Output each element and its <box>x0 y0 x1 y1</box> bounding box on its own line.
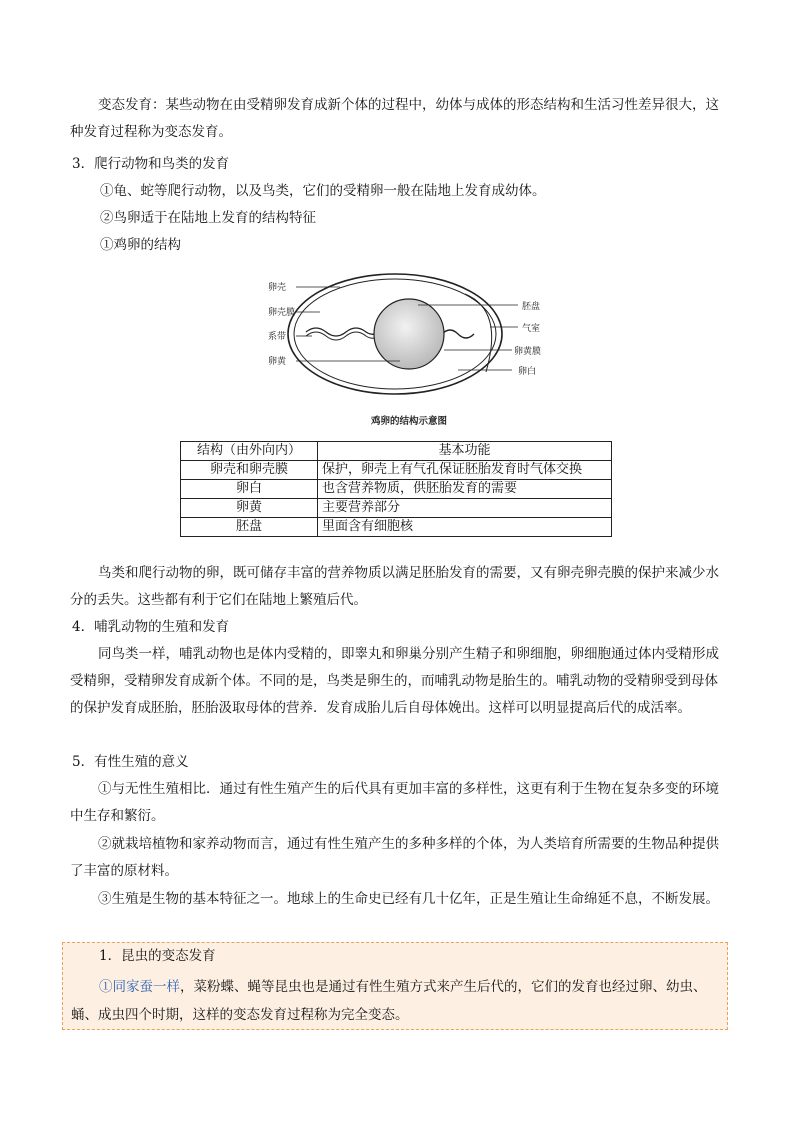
table-row <box>181 480 612 499</box>
metamorphosis-definition: 变态发育：某些动物在由受精卵发育成新个体的过程中，幼体与成体的形态结构和生活习性差异很大，这种发育过程称为变态发育。 <box>70 97 719 140</box>
yolk <box>374 299 444 369</box>
note-text: ，菜粉蝶、蝇等昆虫也是通过有性生殖方式来产生后代的，它们的发育也经过卵、幼虫、蛹、成虫四个时期，这样的变态发育过程称为完全变态。 <box>71 979 707 1023</box>
label-germinal-disc: 胚盘 <box>522 302 541 312</box>
table-cell-function: 也含营养物质，供胚胎发育的需要 <box>318 480 612 499</box>
egg-adaptation-paragraph: 鸟类和爬行动物的卵，既可储存丰富的营养物质以满足胚胎发育的需要，又有卵壳卵壳膜的保护来减少水分的丢失。这些都有利于它们在陆地上繁殖后代。 <box>70 565 719 608</box>
section-3-item-1: ①龟、蛇等爬行动物，以及鸟类，它们的受精卵一般在陆地上发育成幼体。 <box>100 183 546 199</box>
section-5-point-2: ②就栽培植物和家养动物而言，通过有性生殖产生的多种多样的个体，为人类培育所需要的生物品种提供了丰富的原材料。 <box>70 836 719 879</box>
insect-metamorphosis-note <box>62 942 728 1030</box>
section-4-title: 4．哺乳动物的生殖和发育 <box>72 619 230 635</box>
section-3-item-2: ②鸟卵适于在陆地上发育的结构特征 <box>100 210 316 226</box>
label-chalaza: 系带 <box>268 332 287 342</box>
note-highlight: ①同家蚕一样 <box>99 979 180 995</box>
table-cell-structure: 卵白 <box>181 480 318 499</box>
note-body <box>71 973 721 1029</box>
table-row <box>181 461 612 480</box>
section-5-point-1: ①与无性生殖相比．通过有性生殖产生的后代具有更加丰富的多样性，这更有利于生物在复杂多变的环境中生存和繁衍。 <box>70 781 719 824</box>
table-row <box>181 499 612 518</box>
table-cell-function: 保护，卵壳上有气孔保证胚胎发育时气体交换 <box>318 461 612 480</box>
section-3-item-3: ①鸡卵的结构 <box>100 237 181 253</box>
label-shell: 卵壳 <box>268 283 287 293</box>
table-header-function: 基本功能 <box>318 442 612 461</box>
note-title: 1．昆虫的变态发育 <box>99 948 216 964</box>
label-shell-membrane: 卵壳膜 <box>268 308 296 318</box>
section-3-title: 3．爬行动物和鸟类的发育 <box>72 156 230 172</box>
label-albumen: 卵白 <box>518 367 537 377</box>
egg-structure-figure <box>268 272 558 432</box>
table-cell-function: 里面含有细胞核 <box>318 518 612 537</box>
egg-structure-table <box>180 441 612 537</box>
table-row <box>181 518 612 537</box>
label-yolk: 卵黄 <box>268 357 287 367</box>
table-cell-function: 主要营养部分 <box>318 499 612 518</box>
table-cell-structure: 卵黄 <box>181 499 318 518</box>
section-5-title: 5．有性生殖的意义 <box>72 754 189 770</box>
figure-caption: 鸡卵的结构示意图 <box>371 416 448 427</box>
label-yolk-membrane: 卵黄膜 <box>514 347 542 357</box>
section-5-point-3: ③生殖是生物的基本特征之一。地球上的生命史已经有几十亿年，正是生殖让生命绵延不息，不断发展。 <box>98 891 719 907</box>
section-4-body: 同鸟类一样，哺乳动物也是体内受精的，即睾丸和卵巢分别产生精子和卵细胞，卵细胞通过体内受精形成受精卵，受精卵发育成新个体。不同的是，鸟类是卵生的，而哺乳动物是胎生的。哺乳动物的受精卵受到母体的保护发育成胚胎，胚胎汲取母体的营养．发育成胎儿后自母体娩出。这样可以明显提高后代的成活率。 <box>70 646 719 716</box>
table-cell-structure: 胚盘 <box>181 518 318 537</box>
table-header-row <box>181 442 612 461</box>
egg-diagram <box>268 272 558 432</box>
table-header-structure: 结构（由外向内） <box>181 442 318 461</box>
table-cell-structure: 卵壳和卵壳膜 <box>181 461 318 480</box>
label-air-cell: 气室 <box>522 324 541 334</box>
